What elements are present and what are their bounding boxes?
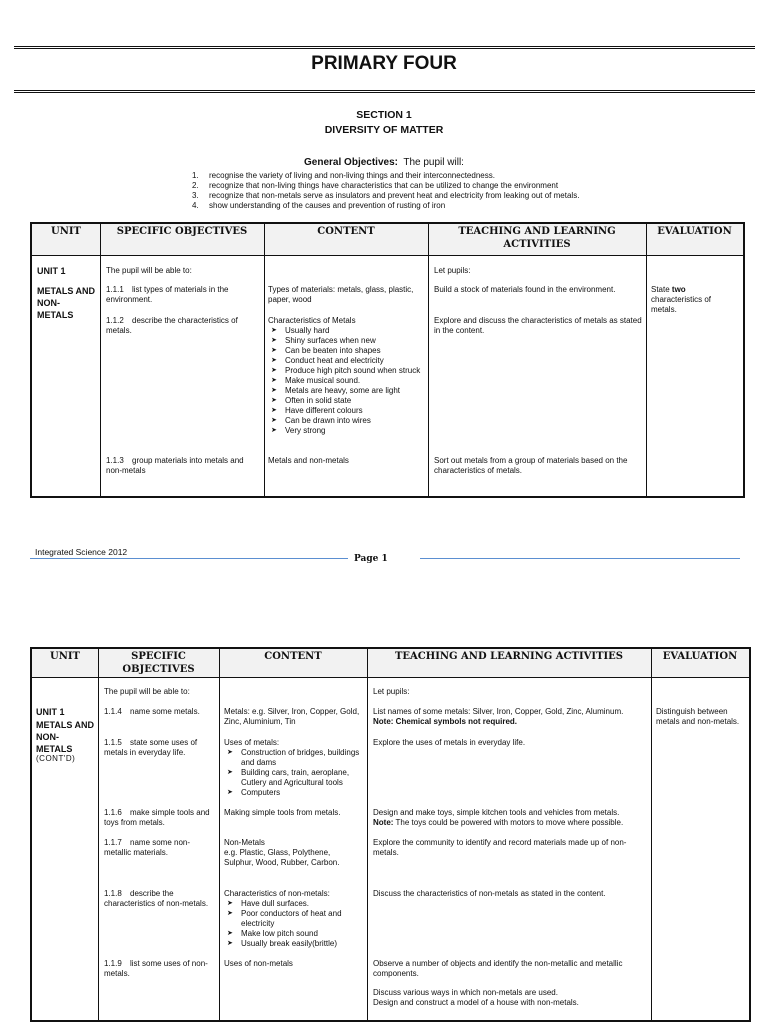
list-item: ➤ Can be drawn into wires xyxy=(268,416,423,426)
list-item: ➤ Computers xyxy=(224,788,364,798)
activity-explore-uses: Explore the uses of metals in everyday life. xyxy=(373,738,526,747)
list-item: 4. show understanding of the causes and prevention of rusting of iron xyxy=(192,201,446,210)
list-item: 2. recognize that non-living things have characteristics that can be utilized to change the environment xyxy=(192,181,559,190)
column-divider xyxy=(367,649,368,1020)
unit-name: METALS AND NON-METALS xyxy=(36,720,94,754)
general-objectives-heading xyxy=(0,157,768,168)
page-title: PRIMARY FOUR xyxy=(311,53,457,74)
header-teaching-learning: TEACHING AND LEARNING ACTIVITIES xyxy=(458,226,616,250)
list-item: ➤ Usually break easily(brittle) xyxy=(224,939,364,949)
content-uses-of-metals: Uses of metals: ➤ Construction of bridges, buildings and dams ➤ Building cars, train, aeroplane, Cutlery and Agricultural tools ➤ Computers xyxy=(224,738,364,798)
unit-contd: (CONT'D) xyxy=(36,754,76,763)
content-materials: Types of materials: metals, glass, plastic, paper, wood xyxy=(268,285,414,304)
header-specific-objectives: SPECIFIC OBJECTIVES xyxy=(122,651,195,675)
header-content: CONTENT xyxy=(264,651,322,662)
list-item: ➤ Construction of bridges, buildings and dams xyxy=(224,748,364,768)
unit-name: METALS AND NON-METALS xyxy=(37,286,95,320)
header-teaching-learning: TEACHING AND LEARNING ACTIVITIES xyxy=(394,651,624,662)
able-text: The pupil will be able to: xyxy=(106,266,192,275)
evaluation-text: Distinguish between metals and non-metals. xyxy=(656,707,740,726)
header-evaluation: EVALUATION xyxy=(657,226,732,237)
content-making-tools: Making simple tools from metals. xyxy=(224,808,341,817)
evaluation-text: State two characteristics of metals. xyxy=(651,285,712,314)
footer-line-right xyxy=(420,558,740,559)
list-item: ➤ Can be beaten into shapes xyxy=(268,346,423,356)
footer-left: Integrated Science 2012 xyxy=(35,547,128,557)
objective-1-1-4: 1.1.4 name some metals. xyxy=(104,707,200,716)
column-divider xyxy=(651,649,652,1020)
list-item: ➤ Poor conductors of heat and electricity xyxy=(224,909,364,929)
objective-1-1-6: 1.1.6 make simple tools and toys from metals. xyxy=(104,808,210,827)
objective-1-1-5: 1.1.5 state some uses of metals in everyday life. xyxy=(104,738,198,757)
header-evaluation: EVALUATION xyxy=(662,651,738,662)
header-specific-objectives: SPECIFIC OBJECTIVES xyxy=(116,226,248,237)
content-metals-non-metals: Metals and non-metals xyxy=(268,456,349,465)
header-content: CONTENT xyxy=(317,226,375,237)
able-text: The pupil will be able to: xyxy=(104,687,190,696)
activity-sort: Sort out metals from a group of materials based on the characteristics of metals. xyxy=(434,456,628,475)
list-item: ➤ Make low pitch sound xyxy=(224,929,364,939)
section-label: SECTION 1 xyxy=(356,109,412,121)
objectives-table-1 xyxy=(30,222,745,498)
list-item: ➤ Often in solid state xyxy=(268,396,423,406)
column-divider xyxy=(264,224,265,496)
activity-observe-objects: Observe a number of objects and identify the non-metallic and metallic components. Discuss various ways in which non-metals are used. Design and construct a model of a house with non-metals. xyxy=(373,959,623,1007)
objective-1-1-8: 1.1.8 describe the characteristics of non-metals. xyxy=(104,889,209,908)
list-item: 1. recognise the variety of living and non-living things and their interconnectedness. xyxy=(192,171,495,180)
activity-list-metals: List names of some metals: Silver, Iron, Copper, Gold, Zinc, Aluminum. Note: Chemical symbols not required. xyxy=(373,707,624,726)
column-divider xyxy=(646,224,647,496)
general-objectives-intro: The pupil will: xyxy=(403,157,464,168)
activity-design-toys: Design and make toys, simple kitchen tools and vehicles from metals. Note: The toys could be powered with motors to move where possible. xyxy=(373,808,624,827)
content-uses-non-metals: Uses of non-metals xyxy=(224,959,293,968)
objective-1-1-1: 1.1.1 list types of materials in the environment. xyxy=(106,285,229,304)
list-item: 3. recognize that non-metals serve as insulators and prevent heat and electricity from leaking out of metals. xyxy=(192,191,580,200)
list-item: ➤ Usually hard xyxy=(268,326,423,336)
content-metals-eg: Metals: e.g. Silver, Iron, Copper, Gold, Zinc, Aluminium, Tin xyxy=(224,707,360,726)
title-double-rule xyxy=(14,90,755,96)
content-non-metals: Non-Metals e.g. Plastic, Glass, Polythene, Sulphur, Wood, Rubber, Carbon. xyxy=(224,838,340,867)
list-item: ➤ Make musical sound. xyxy=(268,376,423,386)
list-item: ➤ Shiny surfaces when new xyxy=(268,336,423,346)
objective-1-1-9: 1.1.9 list some uses of non-metals. xyxy=(104,959,208,978)
general-objectives-list xyxy=(192,171,579,211)
activity-stock: Build a stock of materials found in the environment. xyxy=(434,285,616,294)
general-objectives-label: General Objectives: xyxy=(304,157,398,168)
column-divider xyxy=(98,649,99,1020)
list-item: ➤ Metals are heavy, some are light xyxy=(268,386,423,396)
column-divider xyxy=(428,224,429,496)
unit-label: UNIT 1 xyxy=(37,266,66,276)
list-item: ➤ Building cars, train, aeroplane, Cutlery and Agricultural tools xyxy=(224,768,364,788)
objective-1-1-7: 1.1.7 name some non-metallic materials. xyxy=(104,838,191,857)
activity-explore: Explore and discuss the characteristics of metals as stated in the content. xyxy=(434,316,642,335)
column-divider xyxy=(100,224,101,496)
list-item: ➤ Conduct heat and electricity xyxy=(268,356,423,366)
column-divider xyxy=(219,649,220,1020)
objective-1-1-2: 1.1.2 describe the characteristics of metals. xyxy=(106,316,238,335)
activity-discuss-non-metals: Discuss the characteristics of non-metals as stated in the content. xyxy=(373,889,606,898)
unit-label: UNIT 1 xyxy=(36,707,65,717)
list-item: ➤ Very strong xyxy=(268,426,423,436)
header-unit: UNIT xyxy=(50,651,80,662)
content-non-metal-characteristics: Characteristics of non-metals: ➤ Have dull surfaces. ➤ Poor conductors of heat and electricity ➤ Make low pitch sound ➤ Usually break easily(brittle) xyxy=(224,889,364,949)
list-item: ➤ Produce high pitch sound when struck xyxy=(268,366,423,376)
objective-1-1-3: 1.1.3 group materials into metals and non-metals xyxy=(106,456,244,475)
objectives-table-2 xyxy=(30,647,751,1022)
list-item: ➤ Have different colours xyxy=(268,406,423,416)
section-name: DIVERSITY OF MATTER xyxy=(324,124,444,136)
page-number: Page 1 xyxy=(354,554,388,564)
activity-explore-community: Explore the community to identify and record materials made up of non-metals. xyxy=(373,838,627,857)
list-item: ➤ Have dull surfaces. xyxy=(224,899,364,909)
let-pupils: Let pupils: xyxy=(434,266,471,275)
header-unit: UNIT xyxy=(51,226,81,237)
top-double-rule xyxy=(14,46,755,52)
footer-line-left xyxy=(30,558,348,559)
let-pupils: Let pupils: xyxy=(373,687,410,696)
content-characteristics: Characteristics of Metals ➤ Usually hard ➤ Shiny surfaces when new ➤ Can be beaten into shapes ➤ Conduct heat and electricity ➤ Produce high pitch sound when struck ➤ Make musical sound. ➤ Metals are heavy, some are light ➤ Often in solid state ➤ Have different colours ➤ Can be drawn into wires ➤ Very strong xyxy=(268,316,423,436)
